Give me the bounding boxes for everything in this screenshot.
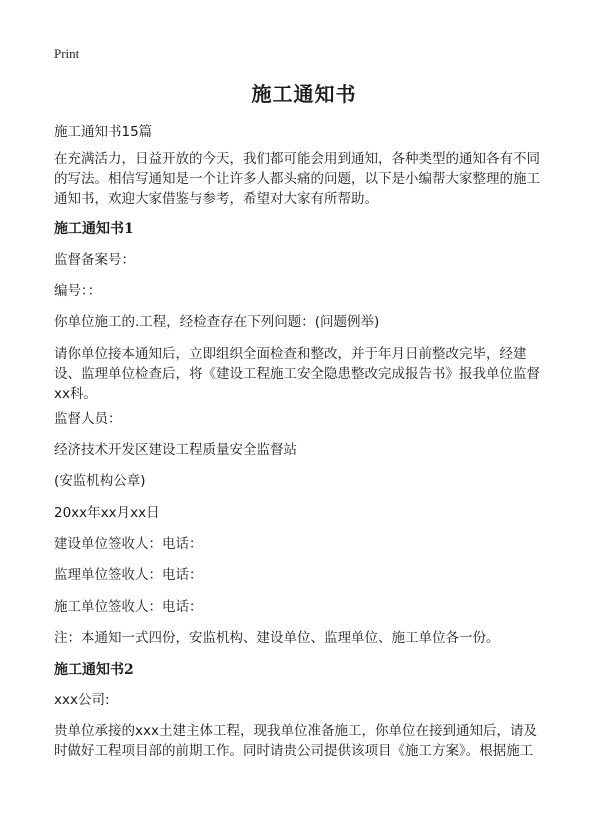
document-title: 施工通知书 (251, 82, 357, 106)
date-line: 20xx年xx月xx日 (54, 505, 160, 521)
build-signoff-line: 建设单位签收人：电话： (54, 536, 203, 552)
section-2-heading: 施工通知书2 (54, 662, 134, 678)
intro-paragraph: 在充满活力，日益开放的今天，我们都可能会用到通知，各种类型的通知各有不同的写法。相信写通知是一个让许多人都头痛的问题，以下是小编帮大家整理的施工通知书，欢迎大家借鉴与参考，希望对大家有所帮助。 (54, 151, 540, 207)
recipient-line: xxx公司: (54, 692, 110, 708)
number-line: 编号：： (54, 283, 102, 299)
supervisor-line: 监督人员： (54, 411, 122, 427)
issue-paragraph: 你单位施工的.工程，经检查存在下列问题：(问题例举) (54, 314, 380, 330)
seal-line: (安监机构公章) (54, 473, 146, 489)
document-subtitle: 施工通知书15篇 (54, 124, 153, 140)
station-line: 经济技术开发区建设工程质量安全监督站 (54, 442, 297, 458)
request-paragraph: 请你单位接本通知后，立即组织全面检查和整改，并于年月日前整改完毕，经建设、监理单位检查后，将《建设工程施工安全隐患整改完成报告书》报我单位监督xx科。 (54, 346, 540, 402)
record-number-line: 监督备案号： (54, 252, 135, 268)
section-2-body: 贵单位承接的xxx土建主体工程，现我单位准备施工，你单位在接到通知后，请及时做好工程项目部的前期工作。同时请贵公司提供该项目《施工方案》。根据施工 (54, 723, 537, 759)
print-link[interactable]: Print (54, 46, 80, 61)
note-line: 注：本通知一式四份，安监机构、建设单位、监理单位、施工单位各一份。 (54, 630, 500, 646)
construct-signoff-line: 施工单位签收人：电话： (54, 599, 203, 615)
supervise-signoff-line: 监理单位签收人：电话： (54, 567, 203, 583)
section-1-heading: 施工通知书1 (54, 221, 134, 237)
